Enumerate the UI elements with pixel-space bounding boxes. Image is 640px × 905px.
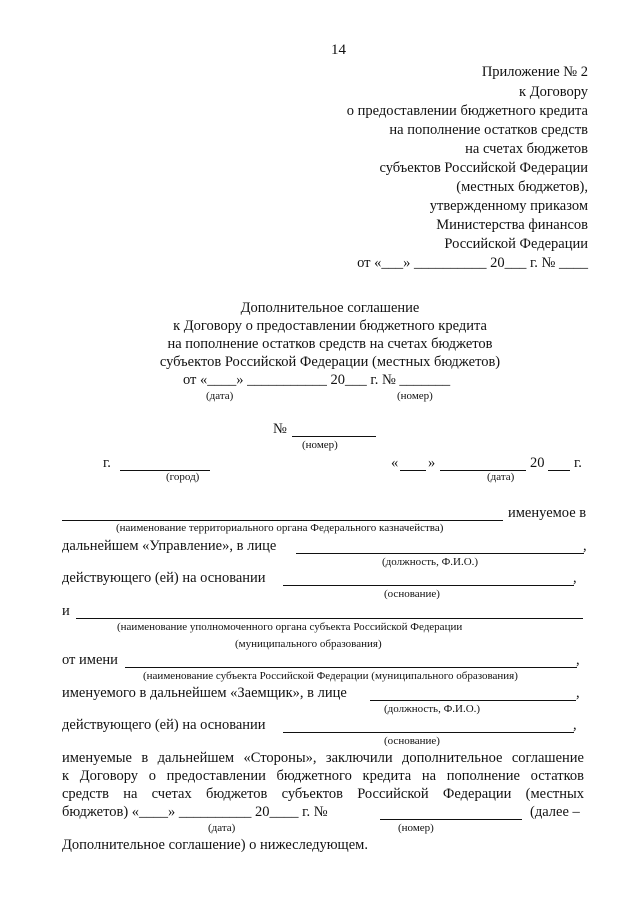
- upravlenie-text: дальнейшем «Управление», в лице: [62, 538, 277, 554]
- appendix-line: на пополнение остатков средств: [389, 122, 588, 138]
- title-line: Дополнительное соглашение: [240, 300, 420, 316]
- comma: ,: [576, 685, 580, 701]
- agreement-number-field[interactable]: [380, 819, 522, 820]
- position-caption-2: (должность, Ф.И.О.): [384, 703, 481, 715]
- appendix-line: на счетах бюджетов: [465, 141, 588, 157]
- comma: ,: [573, 717, 577, 733]
- position-caption-1: (должность, Ф.И.О.): [382, 556, 479, 568]
- title-date-caption: (дата): [206, 390, 234, 402]
- appendix-line: Министерства финансов: [436, 217, 588, 233]
- number-field[interactable]: [292, 436, 376, 437]
- city-caption: (город): [166, 471, 200, 483]
- last-date-caption: (дата): [208, 822, 236, 834]
- authorized-body-field[interactable]: [76, 618, 583, 619]
- acting-text-1: действующего (ей) на основании: [62, 570, 266, 586]
- paragraph-last-line: бюджетов) «____» __________ 20____ г. №: [62, 804, 328, 820]
- paragraph-line: к Договору о предоставлении бюджетного кредита на пополнение остатков: [62, 768, 584, 784]
- position-field-1[interactable]: [296, 553, 584, 554]
- year-prefix: 20: [530, 455, 545, 471]
- year-suffix: г.: [574, 455, 582, 471]
- year-field[interactable]: [548, 470, 570, 471]
- title-date-line: от «____» ___________ 20___ г. № _______: [183, 372, 451, 388]
- comma: ,: [583, 538, 587, 554]
- and-text: и: [62, 603, 70, 619]
- appendix-line: субъектов Российской Федерации: [379, 160, 588, 176]
- basis-field-1[interactable]: [283, 585, 574, 586]
- treasury-caption: (наименование территориального органа Федерального казначейства): [116, 522, 444, 534]
- basis-caption-2: (основание): [384, 735, 440, 747]
- number-caption: (номер): [302, 439, 338, 451]
- on-behalf-text: от имени: [62, 652, 118, 668]
- comma: ,: [576, 652, 580, 668]
- subject-field[interactable]: [125, 667, 577, 668]
- date-open-quote: «: [391, 455, 399, 471]
- paragraph-line: средств на счетах бюджетов субъектов Российской Федерации (местных: [62, 786, 584, 802]
- authorized-caption-1: (наименование уполномоченного органа субъекта Российской Федерации: [117, 621, 463, 633]
- city-prefix: г.: [103, 455, 111, 471]
- appendix-line: утвержденному приказом: [429, 198, 588, 214]
- treasury-name-field[interactable]: [62, 520, 503, 521]
- title-line: субъектов Российской Федерации (местных бюджетов): [159, 354, 501, 370]
- subject-caption: (наименование субъекта Российской Федерации (муниципального образования): [143, 670, 518, 682]
- page-number: 14: [331, 42, 346, 58]
- appendix-date-line: от «___» __________ 20___ г. № ____: [357, 255, 588, 271]
- appendix-line: Приложение № 2: [481, 64, 588, 80]
- appendix-line: о предоставлении бюджетного кредита: [346, 103, 588, 119]
- date-close-quote: »: [428, 455, 436, 471]
- appendix-line: (местных бюджетов),: [456, 179, 588, 195]
- comma: ,: [573, 570, 577, 586]
- appendix-line: Российской Федерации: [444, 236, 588, 252]
- basis-caption-1: (основание): [384, 588, 440, 600]
- last-number-caption: (номер): [398, 822, 434, 834]
- position-field-2[interactable]: [370, 700, 576, 701]
- title-line: к Договору о предоставлении бюджетного кредита: [173, 318, 487, 334]
- paragraph-line: именуемые в дальнейшем «Стороны», заключили дополнительное соглашение: [62, 750, 584, 766]
- number-sign: №: [273, 421, 287, 437]
- dalee-text: (далее –: [530, 804, 580, 820]
- appendix-line: к Договору: [519, 84, 588, 100]
- basis-field-2[interactable]: [283, 732, 574, 733]
- final-line: Дополнительное соглашение) о нижеследующем.: [62, 837, 368, 853]
- imenuemoe-text: именуемое в: [508, 505, 587, 521]
- date-caption: (дата): [487, 471, 515, 483]
- borrower-text: именуемого в дальнейшем «Заемщик», в лице: [62, 685, 347, 701]
- day-field[interactable]: [400, 470, 426, 471]
- authorized-caption-2: (муниципального образования): [235, 638, 382, 650]
- acting-text-2: действующего (ей) на основании: [62, 717, 266, 733]
- title-number-caption: (номер): [397, 390, 433, 402]
- title-line: на пополнение остатков средств на счетах бюджетов: [167, 336, 493, 352]
